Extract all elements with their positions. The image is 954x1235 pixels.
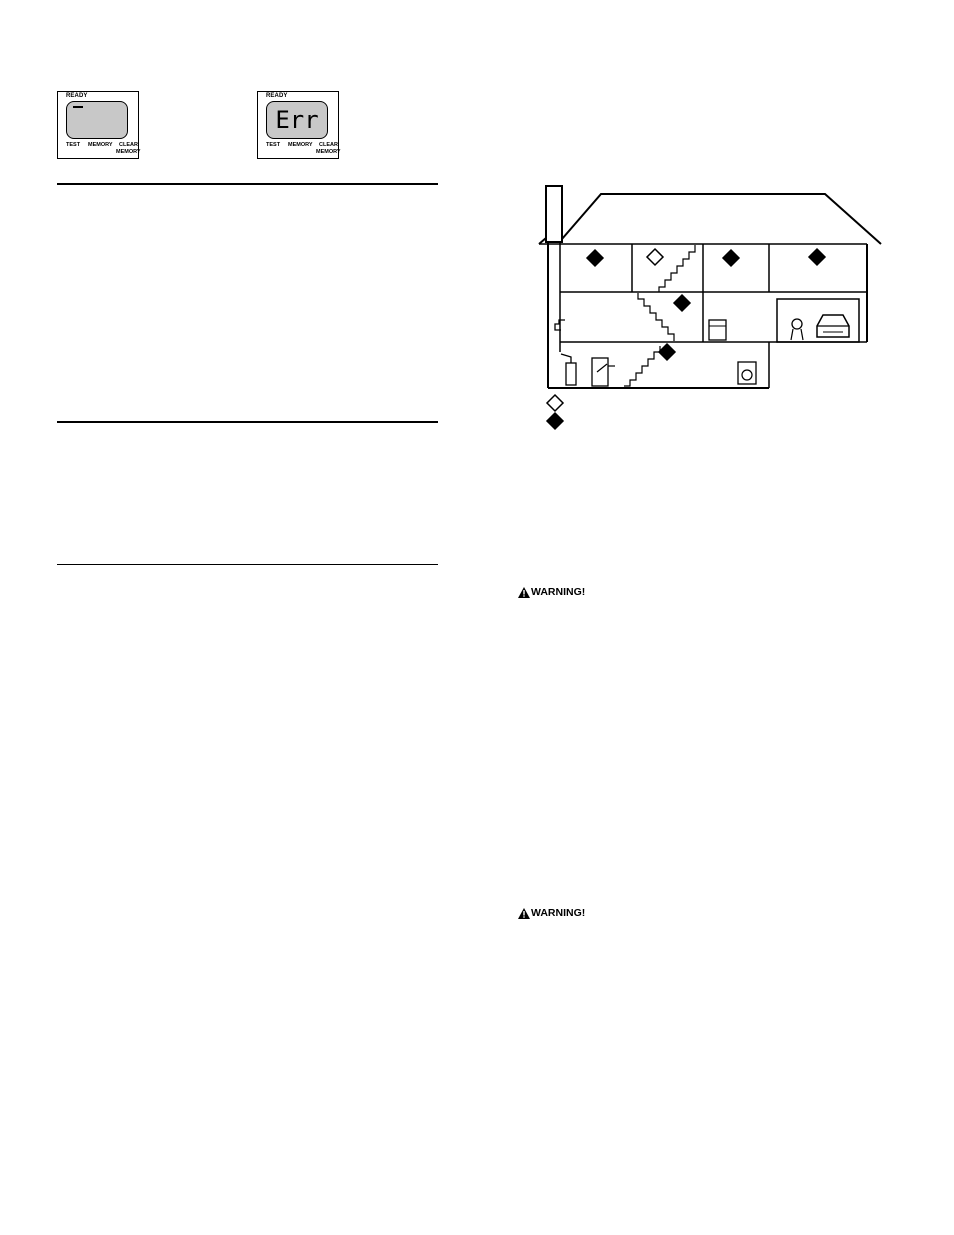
legend-diamond-filled-icon xyxy=(547,413,563,429)
furnace xyxy=(592,358,608,386)
lcd-error-text: Err xyxy=(275,106,319,134)
ready-label: READY xyxy=(66,93,88,99)
lcd-display xyxy=(266,101,328,139)
warning-triangle-icon xyxy=(518,908,530,919)
stairs-upper xyxy=(659,245,695,292)
warning-label: WARNING! xyxy=(531,907,586,919)
section-divider xyxy=(57,421,438,423)
detector-filled-icon xyxy=(674,295,690,311)
water-heater xyxy=(566,363,576,385)
lcd-display xyxy=(66,101,128,139)
memory-button-label: MEMORY xyxy=(288,142,313,148)
detector-filled-icon xyxy=(809,249,825,265)
section-divider xyxy=(57,564,438,565)
ready-label: READY xyxy=(266,93,288,99)
test-button-label: TEST xyxy=(266,142,281,148)
detector-panel-error xyxy=(257,91,339,159)
stairs-basement xyxy=(624,346,660,386)
stove xyxy=(709,320,726,340)
legend-diamond-outline-icon xyxy=(547,395,563,411)
memory-button-label: MEMORY xyxy=(88,142,113,148)
clear-label: CLEAR xyxy=(319,142,338,148)
lcd-dash-segment xyxy=(73,106,83,108)
warning-heading xyxy=(518,907,585,919)
grill xyxy=(792,319,802,329)
warning-label: WARNING! xyxy=(531,586,586,598)
test-button-label: TEST xyxy=(66,142,81,148)
section-divider xyxy=(57,183,438,185)
roof-outline xyxy=(562,194,881,244)
detector-filled-icon xyxy=(723,250,739,266)
clear-label: CLEAR xyxy=(119,142,138,148)
detector-filled-icon xyxy=(587,250,603,266)
clear-memory-label: MEMORY xyxy=(316,149,341,155)
house-placement-diagram xyxy=(535,182,885,432)
washer xyxy=(738,362,756,384)
chimney xyxy=(546,186,562,242)
stairs-middle xyxy=(638,293,674,341)
clear-memory-label: MEMORY xyxy=(116,149,141,155)
detector-outline-icon xyxy=(647,249,663,265)
detector-panel-ready xyxy=(57,91,139,159)
warning-triangle-icon xyxy=(518,587,530,598)
warning-heading xyxy=(518,586,585,598)
detector-filled-icon xyxy=(659,344,675,360)
